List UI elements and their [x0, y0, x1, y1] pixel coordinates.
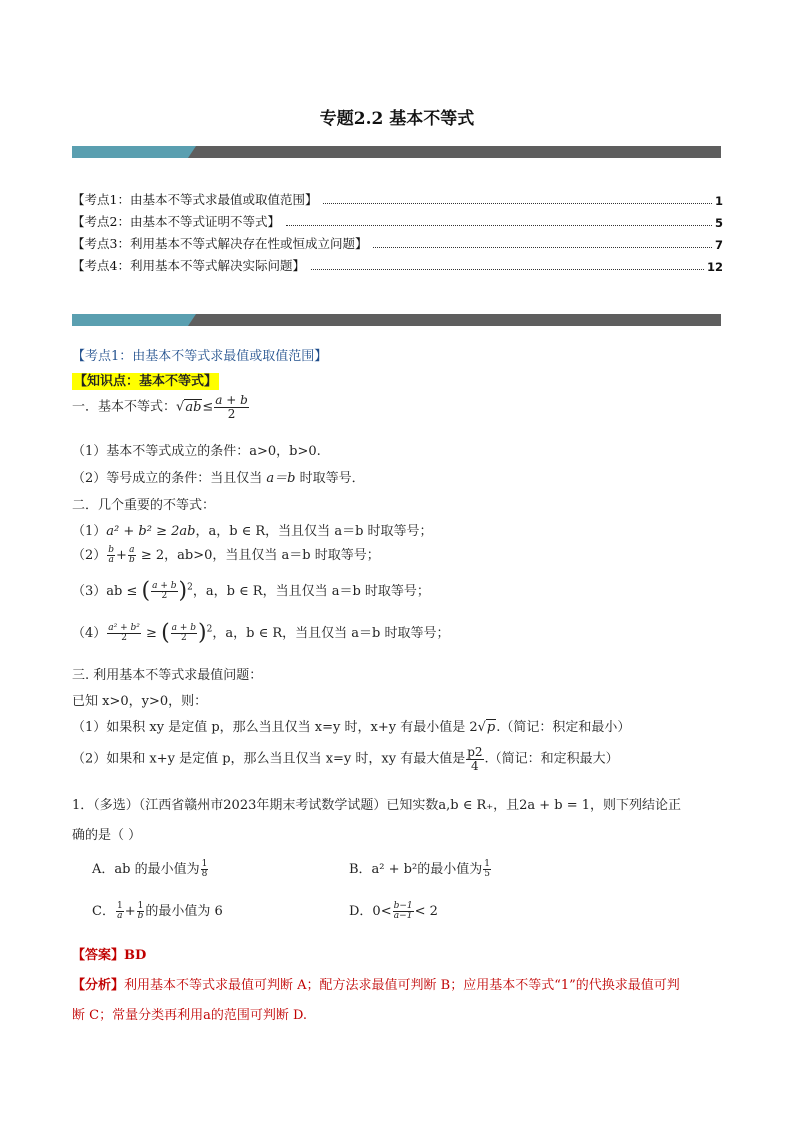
inequality-2: （2） $\frac{b}{a}$ + $\frac{a}{b}$ ≥ 2，ab>0，当且仅当 a＝b 时取等号； — [72, 544, 380, 565]
toc-item-4[interactable]: 【考点4：利用基本不等式解决实际问题】 12 — [72, 258, 723, 274]
option-a[interactable]: A．ab 的最小值为 $\frac{1}{8}$ — [92, 858, 208, 879]
page-title: 专题2.2 基本不等式 — [319, 109, 475, 129]
condition-1: （1）基本不等式成立的条件：a>0，b>0. — [72, 444, 321, 459]
option-b[interactable]: B．a² + b²的最小值为 $\frac{1}{5}$ — [349, 858, 490, 879]
knowledge-tag: 【知识点：基本不等式】 — [74, 374, 218, 389]
answer-line: 【答案】BD — [72, 948, 147, 963]
question-stem: 1．（多选）（江西省赣州市2023年期末考试数学试题）已知实数a,b ∈ R₊，且2a + b = 1，则下列结论正 — [72, 798, 682, 813]
option-c[interactable]: C． $\frac{1}{a}$ + $\frac{1}{b}$ 的最小值为 6 — [92, 900, 223, 921]
case-2: （2）如果和 x+y 是定值 p，那么当且仅当 x=y 时，xy 有最大值是 $\frac{p2}{4}$ .（简记：和定积最大） — [72, 745, 619, 773]
toc-item-2[interactable]: 【考点2：由基本不等式证明不等式】 5 — [72, 214, 723, 230]
section-banner — [72, 314, 721, 326]
part-3-heading: 三. 利用基本不等式求最值问题： — [72, 668, 263, 683]
section-heading: 【考点1：由基本不等式求最值或取值范围】 — [72, 349, 328, 364]
header-banner — [72, 146, 721, 158]
basic-inequality-line: 一．基本不等式：√ab≤ $\frac{a + b}{2}$ — [72, 393, 248, 421]
option-d[interactable]: D．0< $\frac{b-1}{a-1}$ < 2 — [349, 900, 438, 921]
part-2-heading: 二．几个重要的不等式： — [72, 498, 216, 513]
given-conditions: 已知 x>0，y>0，则： — [72, 694, 208, 709]
inequality-3: （3）ab ≤ ( $\frac{a + b}{2}$ )$^2$，a，b ∈ R，当且仅当 a＝b 时取等号； — [72, 578, 430, 604]
analysis-line-2: 断 C；常量分类再利用a的范围可判断 D. — [72, 1008, 308, 1023]
condition-2: （2）等号成立的条件：当且仅当 a＝b 时取等号． — [72, 471, 365, 486]
inequality-1: （1）a² + b² ≥ 2ab，a，b ∈ R，当且仅当 a＝b 时取等号； — [72, 524, 433, 539]
toc-item-1[interactable]: 【考点1：由基本不等式求最值或取值范围】 1 — [72, 192, 723, 208]
case-1: （1）如果积 xy 是定值 p，那么当且仅当 x=y 时，x+y 有最小值是 2√p.（简记：积定和最小） — [72, 720, 631, 735]
question-stem-cont: 确的是（ ） — [72, 828, 142, 843]
toc-item-3[interactable]: 【考点3：利用基本不等式解决存在性或恒成立问题】 7 — [72, 236, 723, 252]
inequality-4: （4） $\frac{\text{a² + b²}}{2}$ ≥ ( $\frac{a + b}{2}$ )$^2$，a，b ∈ R，当且仅当 a＝b 时取等号； — [72, 620, 450, 646]
analysis-line-1: 【分析】利用基本不等式求最值可判断 A；配方法求最值可判断 B；应用基本不等式“1”的代换求最值可判 — [72, 978, 680, 993]
